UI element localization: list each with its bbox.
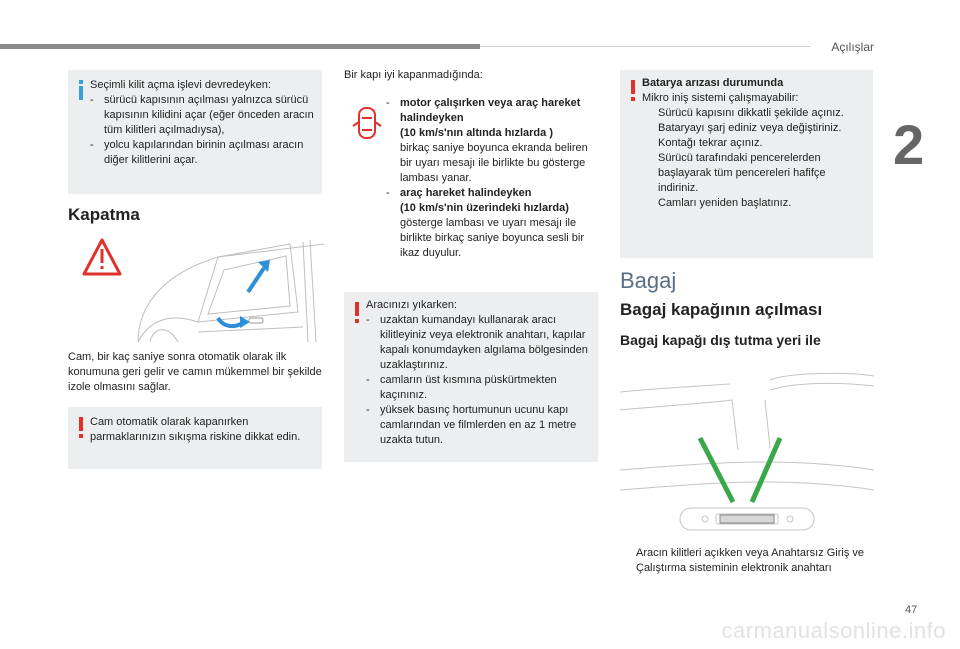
list-item: - camların üst kısmına püskürtmekten kaçınınız. — [366, 374, 557, 401]
header-bar — [0, 44, 480, 49]
list-item: - sürücü kapısının açılması yalnızca sürücü kapısının kilidini açar (eğer önceden aracın tüm kilitleri açılmadıysa), — [90, 94, 314, 136]
warning-triangle-icon — [84, 240, 120, 274]
list-item: Aracın kilitleri açıkken veya Anahtarsız Giriş ve Çalıştırma sisteminin elektronik anahtarı — [620, 546, 874, 576]
list-item: - yolcu kapılarından birinin açılması aracın diğer kilitlerini açar. — [90, 139, 304, 166]
info-icon — [76, 80, 86, 100]
warning-box — [68, 407, 322, 469]
heading-kapatma: Kapatma — [68, 205, 140, 224]
door-warning-list — [386, 96, 596, 261]
bullet-icon — [642, 136, 658, 151]
warning-exclamation-icon — [352, 302, 362, 324]
subheading-dis-tutma: Bagaj kapağı dış tutma yeri ile — [620, 332, 821, 348]
car-door-window-illustration — [68, 232, 324, 346]
section-label: Açılışlar — [831, 40, 874, 54]
chapter-number: 2 — [893, 113, 925, 176]
info-box — [68, 70, 322, 194]
list-item: Camları yeniden başlatınız. — [642, 196, 868, 211]
list-item: - yüksek basınç hortumunun ucunu kapı camlarından ve filmlerden en az 1 metre uzakta tutun. — [366, 404, 577, 446]
section-title-bagaj: Bagaj — [620, 268, 677, 293]
battery-warning-intro: Mikro iniş sistemi çalışmayabilir: — [642, 92, 799, 104]
trunk-bullet — [620, 546, 874, 576]
door-intro: Bir kapı iyi kapanmadığında: — [344, 69, 483, 81]
bullet-icon — [642, 196, 658, 211]
battery-warning-box — [620, 70, 873, 258]
list-item: Sürücü tarafındaki pencerelerden başlayarak tüm pencereleri hafifçe indiriniz. — [642, 151, 868, 196]
warning-exclamation-icon — [76, 417, 86, 439]
bullet-icon — [642, 151, 658, 196]
list-item: Bataryayı şarj ediniz veya değiştiriniz. — [642, 121, 868, 136]
warning-text: Cam otomatik olarak kapanırken parmaklarınızın sıkışma riskine dikkat edin. — [90, 416, 301, 443]
page-number: 47 — [905, 604, 918, 616]
list-item: - motor çalışırken veya araç hareket halindeyken (10 km/s'nın altında hızlarda ) birkaç saniye boyunca ekranda beliren bir uyarı mesajı ile birlikte bu gösterge lambası yanar. — [386, 97, 588, 184]
footer-watermark: carmanualsonline.info — [721, 618, 946, 643]
bullet-icon — [620, 546, 636, 576]
warning-exclamation-icon — [628, 80, 638, 102]
list-item: - uzaktan kumandayı kullanarak aracı kilitleyiniz veya elektronik anahtarı, kapılar kapalı konumdayken algılama bölgesinden uzaklaştırınız. — [366, 314, 588, 371]
kapatma-paragraph: Cam, bir kaç saniye sonra otomatik olarak ilk konumuna geri gelir ve camın mükemmel bir şekilde izole olmasını sağlar. — [68, 351, 322, 393]
washing-warning-box — [344, 292, 598, 462]
washing-intro: Aracınızı yıkarken: — [366, 299, 458, 311]
list-item: Sürücü kapısını dikkatli şekilde açınız. — [642, 106, 868, 121]
info-intro: Seçimli kilit açma işlevi devredeyken: — [90, 79, 271, 91]
trunk-handle-illustration — [620, 370, 874, 540]
list-item: Kontağı tekrar açınız. — [642, 136, 868, 151]
list-item: - araç hareket halindeyken (10 km/s'nin üzerindeki hızlarda) gösterge lambası ve uyarı mesajı ile birlikte birkaç saniye boyunca sesli bir ikaz duyulur. — [386, 187, 585, 259]
bullet-icon — [642, 106, 658, 121]
battery-warning-title: Batarya arızası durumunda — [642, 77, 784, 89]
bullet-icon — [642, 121, 658, 136]
header-rule — [480, 46, 810, 47]
door-open-warning-icon — [352, 104, 382, 144]
heading-bagaj-kapagi: Bagaj kapağının açılması — [620, 300, 823, 319]
